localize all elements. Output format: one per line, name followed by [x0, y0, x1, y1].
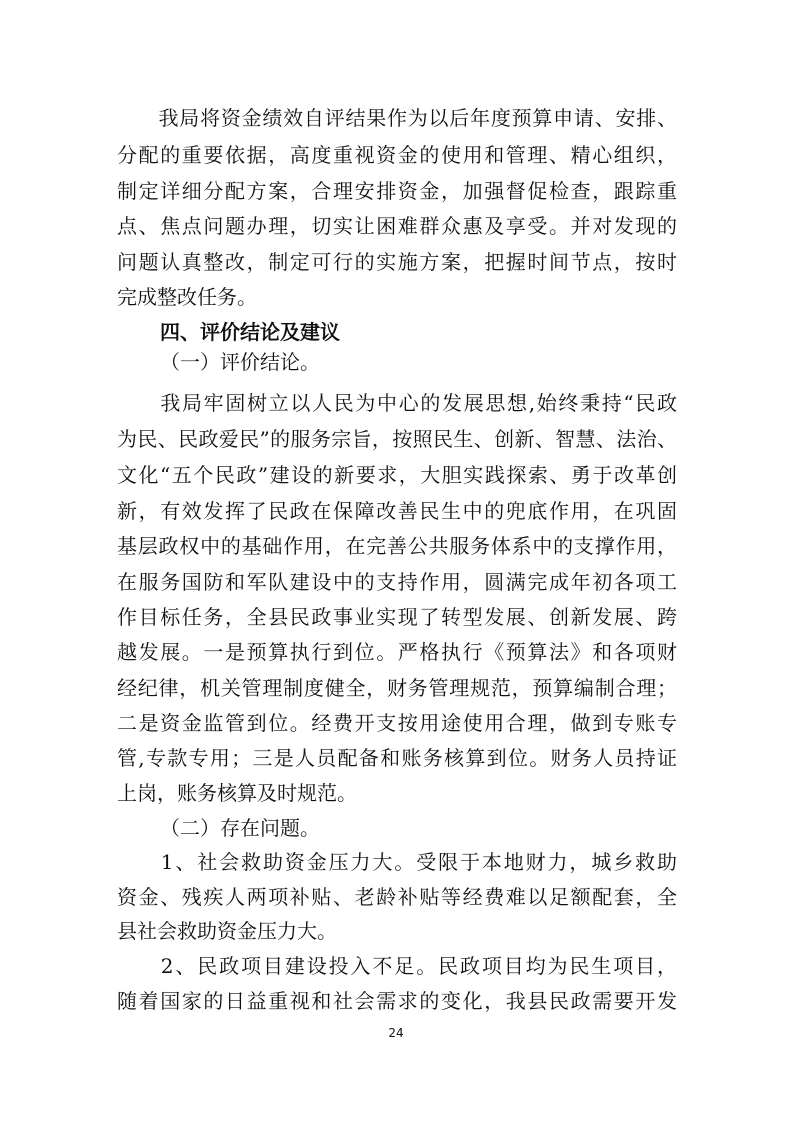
- paragraph-line: 县社会救助资金压力大。: [117, 919, 337, 943]
- paragraph-line: 二是资金监管到位。经费开支按用途使用合理，做到专账专: [117, 711, 677, 735]
- paragraph-line: 分配的重要依据，高度重视资金的使用和管理、精心组织，: [117, 143, 677, 167]
- paragraph-line: 1、社会救助资金压力大。受限于本地财力，城乡救助: [117, 850, 677, 874]
- paragraph-line: 问题认真整改，制定可行的实施方案，把握时间节点，按时: [117, 250, 677, 274]
- section-heading: 四、评价结论及建议: [160, 320, 340, 344]
- paragraph-line: 新，有效发挥了民政在保障改善民生中的兜底作用，在巩固: [117, 499, 677, 523]
- paragraph-line: 文化“五个民政”建设的新要求，大胆实践探索、勇于改革创: [117, 463, 677, 487]
- paragraph-line: 完成整改任务。: [117, 285, 257, 309]
- page-number: 24: [388, 1026, 404, 1040]
- paragraph-line: 随着国家的日益重视和社会需求的变化，我县民政需要开发: [117, 989, 677, 1013]
- paragraph-line: 我局将资金绩效自评结果作为以后年度预算申请、安排、: [117, 106, 677, 130]
- paragraph-line: 制定详细分配方案，合理安排资金，加强督促检查，跟踪重: [117, 179, 677, 203]
- subsection-heading: （二）存在问题。: [160, 816, 320, 840]
- paragraph-line: 为民、民政爱民”的服务宗旨，按照民生、创新、智慧、法治、: [117, 427, 677, 451]
- paragraph-line: 2、民政项目建设投入不足。民政项目均为民生项目，: [117, 954, 677, 978]
- paragraph-line: 上岗，账务核算及时规范。: [117, 781, 357, 805]
- paragraph-line: 点、焦点问题办理，切实让困难群众惠及享受。并对发现的: [117, 214, 677, 238]
- paragraph-line: 在服务国防和军队建设中的支持作用，圆满完成年初各项工: [117, 570, 677, 594]
- paragraph-line: 我局牢固树立以人民为中心的发展思想,始终秉持“民政: [117, 391, 677, 415]
- paragraph-line: 作目标任务，全县民政事业实现了转型发展、创新发展、跨: [117, 605, 677, 629]
- subsection-heading: （一）评价结论。: [160, 350, 320, 374]
- paragraph-line: 基层政权中的基础作用，在完善公共服务体系中的支撑作用，: [117, 534, 677, 558]
- paragraph-line: 资金、残疾人两项补贴、老龄补贴等经费难以足额配套，全: [117, 885, 677, 909]
- paragraph-line: 经纪律，机关管理制度健全，财务管理规范，预算编制合理；: [117, 676, 677, 700]
- paragraph-line: 越发展。一是预算执行到位。严格执行《预算法》和各项财: [117, 640, 677, 664]
- paragraph-line: 管,专款专用；三是人员配备和账务核算到位。财务人员持证: [117, 746, 677, 770]
